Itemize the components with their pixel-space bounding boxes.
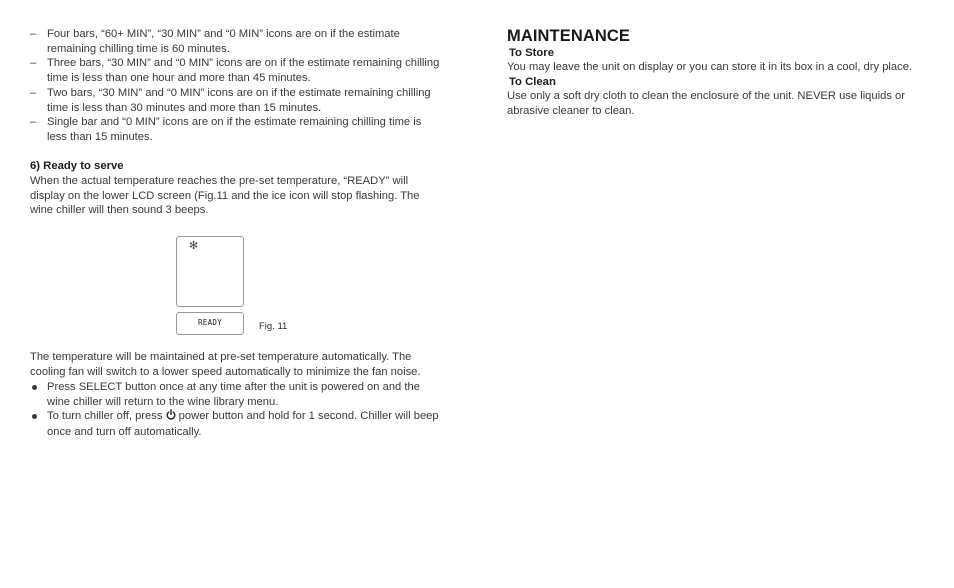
list-item-text: Two bars, “30 MIN” and “0 MIN” icons are on if the estimate remaining chilling time is less than 30 minutes and more than 15 minutes. <box>47 86 431 114</box>
to-store-text: You may leave the unit on display or you can store it in its box in a cool, dry place. <box>507 61 913 73</box>
dash-marker: – <box>30 28 37 40</box>
bullet-dot <box>32 414 37 419</box>
power-icon <box>166 409 176 425</box>
bullet-text-after: power button and hold for 1 second. Chiller will beep once and turn off automatically. <box>47 410 439 439</box>
snowflake-icon: ✻ <box>189 240 199 252</box>
list-item <box>30 56 442 85</box>
bullet-text-before: To turn chiller off, press <box>47 410 166 423</box>
to-clean-heading: To Clean <box>509 76 556 88</box>
chilling-time-list <box>30 27 442 145</box>
list-item <box>30 86 442 115</box>
dash-marker: – <box>30 116 37 129</box>
bullet-dot <box>32 385 37 390</box>
list-item <box>30 115 442 144</box>
lower-lcd-screen <box>176 312 244 335</box>
list-item-text: Four bars, “60+ MIN”, “30 MIN” and “0 MIN” icons are on if the estimate remaining chilling time is 60 minutes. <box>47 28 400 55</box>
list-item <box>30 27 442 56</box>
section-heading-ready-to-serve: 6) Ready to serve <box>30 160 124 172</box>
lcd-figure <box>176 236 244 335</box>
list-item-text: Three bars, “30 MIN” and “0 MIN” icons are on if the estimate remaining chilling time is less than one hour and more than 45 minutes. <box>47 57 440 85</box>
to-clean-text: Use only a soft dry cloth to clean the enclosure of the unit. NEVER use liquids or abrasive cleaner to clean. <box>507 90 905 117</box>
to-store-heading: To Store <box>509 47 554 59</box>
dash-marker: – <box>30 57 37 70</box>
list-item <box>30 409 442 439</box>
ready-paragraph: When the actual temperature reaches the pre-set temperature, “READY” will display on the lower LCD screen (Fig.11 and the ice icon will stop flashing. The wine chiller will then sound 3 beeps. <box>30 175 420 217</box>
bullet-list <box>30 380 442 440</box>
maintenance-title: MAINTENANCE <box>507 27 631 45</box>
list-item <box>30 380 442 409</box>
bullet-text: Press SELECT button once at any time after the unit is powered on and the wine chiller will return to the wine library menu. <box>47 381 420 408</box>
upper-lcd-screen <box>176 236 244 307</box>
temperature-paragraph: The temperature will be maintained at pre-set temperature automatically. The cooling fan will switch to a lower speed automatically to minimize the fan noise. <box>30 351 421 378</box>
list-item-text: Single bar and “0 MIN” icons are on if the estimate remaining chilling time is less than 15 minutes. <box>47 116 422 143</box>
dash-marker: – <box>30 86 37 99</box>
figure-caption: Fig. 11 <box>259 321 288 332</box>
lcd-ready-text: READY <box>197 318 223 327</box>
